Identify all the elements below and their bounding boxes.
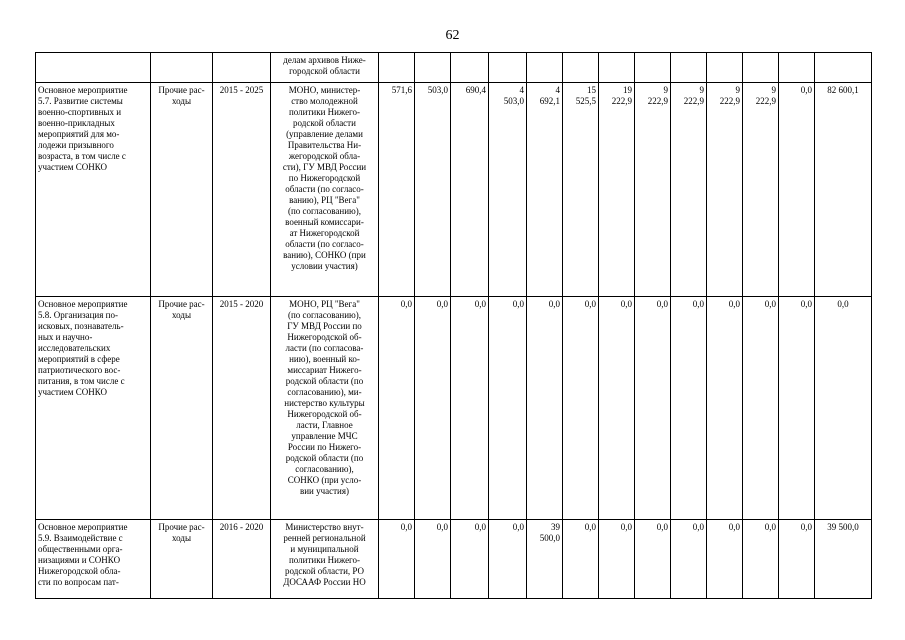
cell-line: участием СОНКО (38, 387, 107, 397)
cell-line: мероприятий в сфере (38, 354, 120, 364)
cell-line: лодежи призывного (38, 140, 114, 150)
cell-line: 222,9 (719, 96, 740, 106)
cell-line: 503,0 (503, 96, 524, 106)
cell-line: согласованию), (295, 464, 354, 474)
value-cell (379, 297, 415, 520)
cell-line: (по согласованию), (287, 310, 361, 320)
cell-line: 222,9 (611, 96, 632, 106)
cell-line: 0,0 (584, 522, 596, 532)
cell-line: ных и научно- (38, 332, 93, 342)
value-cell (599, 53, 635, 83)
cell-line: 0,0 (620, 522, 632, 532)
value-cell (779, 520, 815, 599)
cell-line: 4 (555, 85, 560, 95)
cell-line: 5.8. Организация по- (38, 310, 118, 320)
activity-name-cell (36, 520, 151, 599)
value-cell (599, 297, 635, 520)
cell-line: 0,0 (764, 299, 776, 309)
cell-line: общественными орга- (38, 544, 123, 554)
value-cell (415, 83, 451, 297)
cell-line: 0,0 (692, 299, 704, 309)
cell-line: 0,0 (436, 522, 448, 532)
cell-line: ванию), РЦ "Вега" (289, 195, 360, 205)
value-cell (415, 520, 451, 599)
cell-line: низациями и СОНКО (38, 555, 121, 565)
cell-line: 5.9. Взаимодействие с (38, 533, 123, 543)
cell-line: политики Нижего- (288, 555, 361, 565)
cell-line: вии участия) (299, 486, 350, 496)
cell-line: участием СОНКО (38, 162, 107, 172)
value-cell (379, 520, 415, 599)
cell-line: 0,0 (400, 522, 412, 532)
value-cell (489, 297, 527, 520)
cell-line: возраста, в том числе с (38, 151, 126, 161)
cell-line: МОНО, министер- (288, 85, 361, 95)
cell-line: Нижегородской об- (287, 409, 362, 419)
value-cell (599, 520, 635, 599)
cell-line: ласти, Главное (296, 420, 353, 430)
cell-line: 0,0 (800, 299, 812, 309)
value-cell (563, 520, 599, 599)
table-body (36, 53, 872, 599)
cell-line: родской области, РО (285, 566, 364, 576)
value-cell (635, 520, 671, 599)
cell-line: исковых, познаватель- (38, 321, 124, 331)
cell-line: жегородской обла- (288, 151, 361, 161)
value-cell (671, 83, 707, 297)
cell-line: 0,0 (656, 299, 668, 309)
value-cell (451, 53, 489, 83)
value-cell (527, 297, 563, 520)
period-cell: 2015 - 2020 (213, 297, 271, 520)
cell-line: ДОСААФ России НО (283, 577, 366, 587)
activity-name-cell (36, 83, 151, 297)
cell-line: ласти (по согласова- (285, 343, 364, 353)
activity-name-cell (36, 297, 151, 520)
value-cell (451, 83, 489, 297)
cell-line: питания, в том числе с (38, 376, 125, 386)
cell-line: Прочие рас- (158, 85, 205, 95)
cell-line: 0,0 (620, 299, 632, 309)
name-cell (36, 53, 151, 83)
value-cell (743, 53, 779, 83)
period-cell: 2015 - 2025 (213, 83, 271, 297)
period-cell: 2016 - 2020 (213, 520, 271, 599)
value-cell (489, 53, 527, 83)
value-cell (415, 297, 451, 520)
cell-line: 0,0 (656, 522, 668, 532)
cell-line: Прочие рас- (158, 299, 205, 309)
cell-line: 222,9 (683, 96, 704, 106)
value-cell (415, 53, 451, 83)
responsible-cell (271, 83, 379, 297)
cell-line: 692,1 (539, 96, 560, 106)
value-cell (707, 83, 743, 297)
value-cell (635, 53, 671, 83)
program-activities-table (35, 52, 872, 599)
category-cell (151, 53, 213, 83)
cell-line: МОНО, РЦ "Вега" (289, 299, 360, 309)
cell-line: 0,0 (548, 299, 560, 309)
cell-line: миссариат Нижего- (287, 365, 362, 375)
total-cell: 39 500,0 (815, 520, 872, 599)
value-cell (779, 297, 815, 520)
value-cell (527, 83, 563, 297)
cell-line: Основное мероприятие (38, 299, 128, 309)
value-cell (635, 297, 671, 520)
continuation-row (36, 53, 872, 83)
cell-line: 39 (551, 522, 560, 532)
value-cell (489, 83, 527, 297)
cell-line: и муниципальной (290, 544, 359, 554)
category-cell (151, 83, 213, 297)
cell-line: 690,4 (465, 85, 486, 95)
cell-line: по Нижегородской (288, 173, 361, 183)
cell-line: мероприятий для мо- (38, 129, 120, 139)
cell-line: 571,6 (391, 85, 412, 95)
cell-line: ренней региональной (283, 533, 366, 543)
value-cell (707, 53, 743, 83)
cell-line: (управление делами (286, 129, 363, 139)
cell-line: 19 (623, 85, 632, 95)
cell-line: ходы (171, 310, 192, 320)
cell-line: сти), ГУ МВД России (282, 162, 367, 172)
value-cell (489, 520, 527, 599)
cell-line: Прочие рас- (158, 522, 205, 532)
cell-line: Правительства Ни- (287, 140, 362, 150)
table-row (36, 297, 872, 520)
value-cell (527, 53, 563, 83)
table-row (36, 520, 872, 599)
cell-line: патриотического вос- (38, 365, 121, 375)
cell-line: России по Нижего- (287, 442, 362, 452)
cell-line: 0,0 (800, 85, 812, 95)
table-row (36, 83, 872, 297)
cell-line: родской области (293, 118, 356, 128)
cell-line: исследовательских (38, 343, 111, 353)
cell-line: 4 (519, 85, 524, 95)
cell-line: 0,0 (512, 299, 524, 309)
value-cell (671, 53, 707, 83)
cell-line: ходы (171, 96, 192, 106)
period-cell (213, 53, 271, 83)
cell-line: делам архивов Ниже- (283, 55, 366, 65)
value-cell (379, 53, 415, 83)
value-cell (707, 297, 743, 520)
cell-line: 9 (735, 85, 740, 95)
value-cell (743, 83, 779, 297)
cell-line: 0,0 (692, 522, 704, 532)
cell-line: 5.7. Развитие системы (38, 96, 123, 106)
cell-line: СОНКО (при усло- (287, 475, 362, 485)
cell-line: 9 (699, 85, 704, 95)
cell-line: 0,0 (764, 522, 776, 532)
cell-line: нистерство культуры (284, 398, 365, 408)
responsible-cell (271, 297, 379, 520)
page-number: 62 (445, 28, 460, 43)
cell-line: 0,0 (800, 522, 812, 532)
value-cell (379, 83, 415, 297)
cell-line: Нижегородской об- (287, 332, 362, 342)
cell-line: ат Нижегородской (289, 228, 360, 238)
value-cell (743, 520, 779, 599)
responsible-cell (271, 520, 379, 599)
cell-line: Основное мероприятие (38, 522, 128, 532)
cell-line: Министерство внут- (285, 522, 364, 532)
cell-line: 0,0 (436, 299, 448, 309)
cell-line: Основное мероприятие (38, 85, 128, 95)
cell-line: 503,0 (427, 85, 448, 95)
value-cell (563, 83, 599, 297)
cell-line: родской области (по (285, 376, 364, 386)
cell-line: 0,0 (474, 299, 486, 309)
category-cell (151, 520, 213, 599)
cell-line: 0,0 (400, 299, 412, 309)
value-cell (743, 297, 779, 520)
value-cell (599, 83, 635, 297)
total-cell: 0,0 (815, 297, 872, 520)
cell-line: ство молодежной (291, 96, 358, 106)
value-cell (635, 83, 671, 297)
cell-line: 525,5 (575, 96, 596, 106)
total-cell: 82 600,1 (815, 83, 872, 297)
cell-line: области (по согласо- (285, 239, 364, 249)
cell-line: ходы (171, 533, 192, 543)
cell-line: области (по согласо- (285, 184, 364, 194)
cell-line: 0,0 (728, 299, 740, 309)
value-cell (671, 520, 707, 599)
cell-line: Нижегородской обла- (38, 566, 121, 576)
value-cell (563, 297, 599, 520)
cell-line: (по согласованию), (287, 206, 361, 216)
cell-line: военно-спортивных и (38, 107, 122, 117)
cell-line: городской области (289, 66, 360, 76)
value-cell (451, 297, 489, 520)
cell-line: 222,9 (755, 96, 776, 106)
cell-line: 0,0 (512, 522, 524, 532)
cell-line: ГУ МВД России по (287, 321, 362, 331)
value-cell (671, 297, 707, 520)
cell-line: условии участия) (291, 261, 358, 271)
category-cell (151, 297, 213, 520)
responsible-cell (271, 53, 379, 83)
value-cell (779, 53, 815, 83)
total-cell (815, 53, 872, 83)
cell-line: военный комиссари- (285, 217, 364, 227)
cell-line: 500,0 (539, 533, 560, 543)
cell-line: 9 (663, 85, 668, 95)
value-cell (563, 53, 599, 83)
value-cell (527, 520, 563, 599)
cell-line: 0,0 (474, 522, 486, 532)
value-cell (451, 520, 489, 599)
cell-line: сти по вопросам пат- (38, 577, 119, 587)
cell-line: нию), военный ко- (289, 354, 360, 364)
cell-line: согласованию), ми- (287, 387, 362, 397)
cell-line: ванию), СОНКО (при (283, 250, 366, 260)
cell-line: 0,0 (728, 522, 740, 532)
cell-line: 0,0 (584, 299, 596, 309)
cell-line: 15 (587, 85, 596, 95)
cell-line: родской области (по (285, 453, 364, 463)
value-cell (779, 83, 815, 297)
value-cell (707, 520, 743, 599)
cell-line: 9 (771, 85, 776, 95)
cell-line: 222,9 (647, 96, 668, 106)
cell-line: политики Нижего- (288, 107, 361, 117)
cell-line: военно-прикладных (38, 118, 115, 128)
cell-line: управление МЧС (291, 431, 358, 441)
